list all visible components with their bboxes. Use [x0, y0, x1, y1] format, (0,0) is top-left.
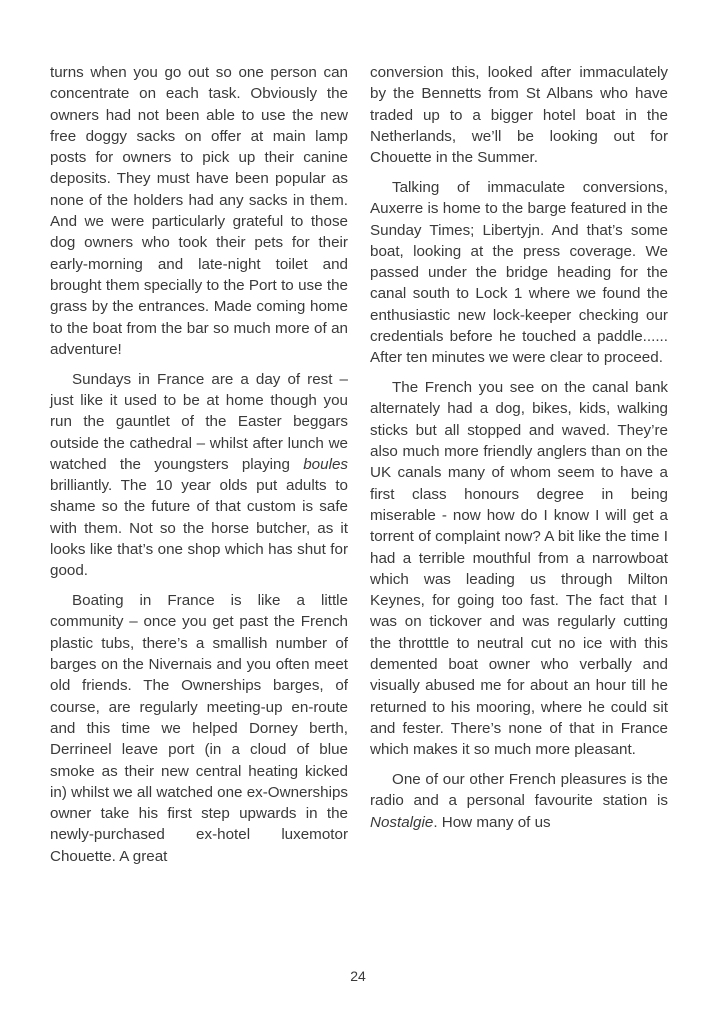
paragraph: conversion this, looked after immaculately by the Bennetts from St Albans who have traded up to a bigger hotel boat in the Netherlands, we’ll be looking out for Chouette in the Summer.	[370, 64, 668, 167]
italic-term: boules	[303, 455, 348, 473]
paragraph: Talking of immaculate conversions, Auxerre is home to the barge featured in the Sunday Times; Libertyjn. And that’s some boat, looking at the press coverage. We passed under the bridge heading for the canal south to Lock 1 where we found the enthusiastic new lock-keeper checking our credentials before he touched a paddle...... After ten minutes we were clear to proceed.	[370, 178, 668, 367]
right-column	[370, 62, 668, 841]
paragraph: Boating in France is like a little community – once you get past the French plastic tubs, there’s a smallish number of barges on the Nivernais and you often meet old friends. The Ownerships barges, of course, are regularly meeting-up en-route and this time we helped Dorney berth, Derrineel leave port (in a cloud of blue smoke as their new central heating kicked in) whilst we all watched one ex-Ownerships owner take his first step upwards in the newly-purchased ex-hotel luxemotor Chouette. A great	[50, 592, 348, 865]
paragraph-text: . How many of us	[433, 813, 551, 831]
paragraph-text: brilliantly. The 10 year olds put adults to shame so the future of that custom is safe with them. Not so the horse butcher, as it looks like that’s one shop which has shut for good.	[50, 477, 348, 580]
paragraph-text: One of our other French pleasures is the radio and a personal favourite station is	[370, 771, 668, 810]
paragraph	[370, 769, 668, 833]
left-column	[50, 62, 348, 875]
italic-term: Nostalgie	[370, 813, 434, 831]
paragraph	[50, 369, 348, 582]
paragraph-text: Sundays in France are a day of rest – just like it used to be at home though you run the gauntlet of the Easter beggars outside the cathedral – whilst after lunch we watched the youngsters playing	[50, 370, 348, 473]
page-number: 24	[350, 968, 366, 984]
paragraph: The French you see on the canal bank alternately had a dog, bikes, kids, walking sticks but all stopped and waved. They’re also much more friendly anglers than on the UK canals many of whom seem to have a first class honours degree in being miserable - now how do I know I will get a torrent of complaint now? A bit like the time I had a terrible mouthful from a narrowboat which was leading us through Milton Keynes, for going too fast. The fact that I was on tickover and was regularly cutting the throtttle to neutral cut no ice with this demented boat owner who verbally and visually abused me for about an hour till he returned to his mooring, where he could sit and fester. There’s none of that in France which makes it so much more pleasant.	[370, 379, 668, 759]
paragraph: turns when you go out so one person can concentrate on each task. Obviously the owners had not been able to use the new free doggy sacks on offer at main lamp posts for owners to pick up their canine deposits. They must have been popular as none of the holders had any sacks in them. And we were particularly grateful to those dog owners who took their pets for their early-morning and late-night toilet and brought them specially to the Port to use the grass by the entrances. Made coming home to the boat from the bar so much more of an adventure!	[50, 64, 348, 358]
